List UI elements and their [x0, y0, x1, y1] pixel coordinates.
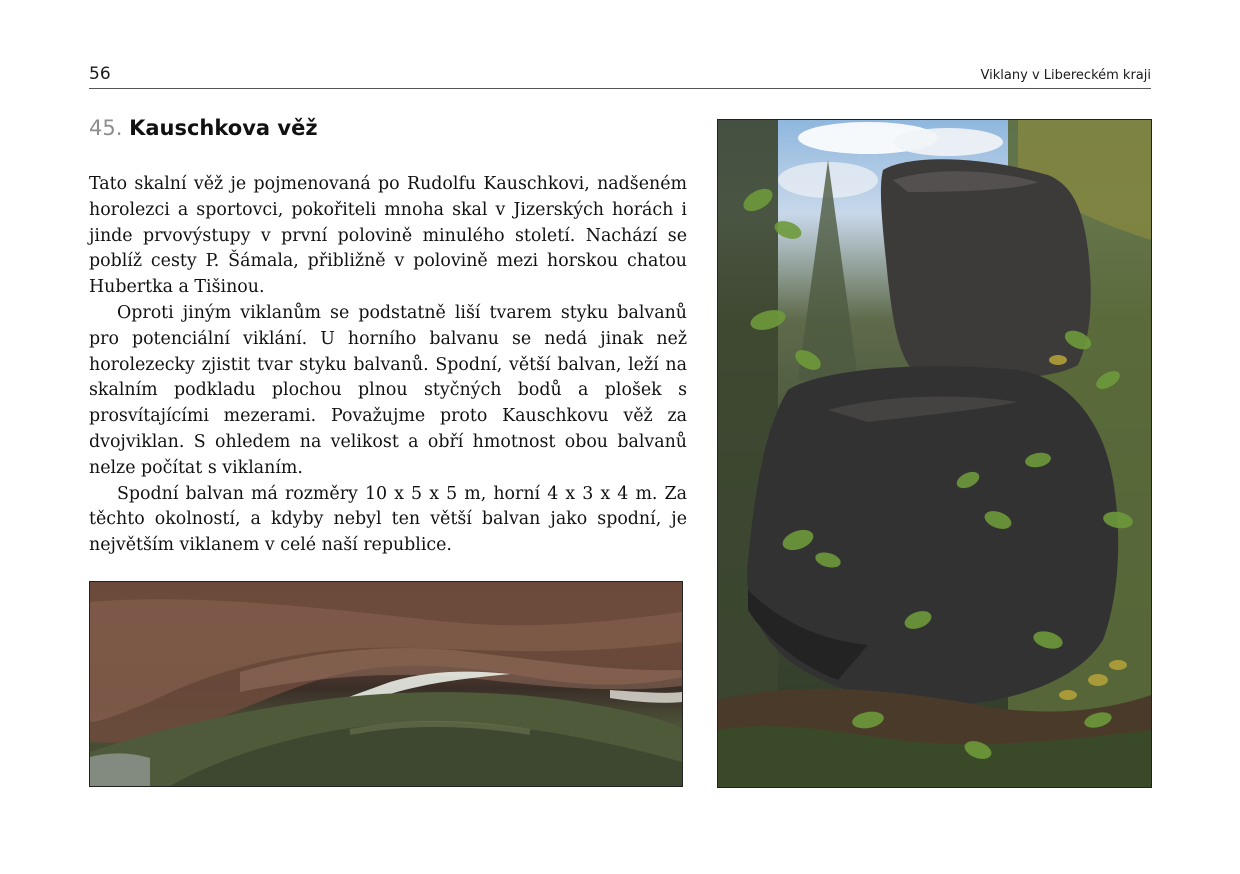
running-title: Viklany v Libereckém kraji: [980, 68, 1151, 83]
article-heading: [89, 116, 318, 140]
header-rule: [89, 88, 1151, 89]
photo-boulder-contact: [89, 581, 683, 787]
photo-rock-tower-art: [718, 120, 1151, 787]
paragraph-3: Spodní balvan má rozměry 10 x 5 x 5 m, horní 4 x 3 x 4 m. Za těchto okolností, a kdyby nebyl ten větší balvan jako spodní, je největším viklanem v celé naší republice.: [89, 483, 687, 556]
article-body: [89, 172, 687, 559]
photo-rock-tower: [717, 119, 1152, 788]
article-number: 45.: [89, 116, 123, 140]
paragraph-1: Tato skalní věž je pojmenovaná po Rudolfu Kauschkovi, nadšeném horolezci a sportovci, pokořiteli mnoha skal v Jizerských horách i jinde prvovýstupy v první polovině minulého století. Nachází se poblíž cesty P. Šámala, přibližně v polovině mezi horskou chatou Hubertka a Tišinou.: [89, 174, 687, 298]
paragraph-2: Oproti jiným viklanům se podstatně liší tvarem styku balvanů pro potenciální viklání. U horního balvanu se nedá jinak než horolezecky zjistit tvar styku balvanů. Spodní, větší balvan, leží na skalním podkladu plochou plnou styčných bodů a plošek s prosvítajícími mezerami. Považujme proto Kauschkovu věž za dvojviklan. S ohledem na velikost a obří hmotnost obou balvanů nelze počítat s viklaním.: [89, 302, 687, 478]
page-number: 56: [89, 64, 111, 84]
photo-boulder-contact-art: [90, 582, 682, 786]
article-title: Kauschkova věž: [129, 116, 318, 140]
